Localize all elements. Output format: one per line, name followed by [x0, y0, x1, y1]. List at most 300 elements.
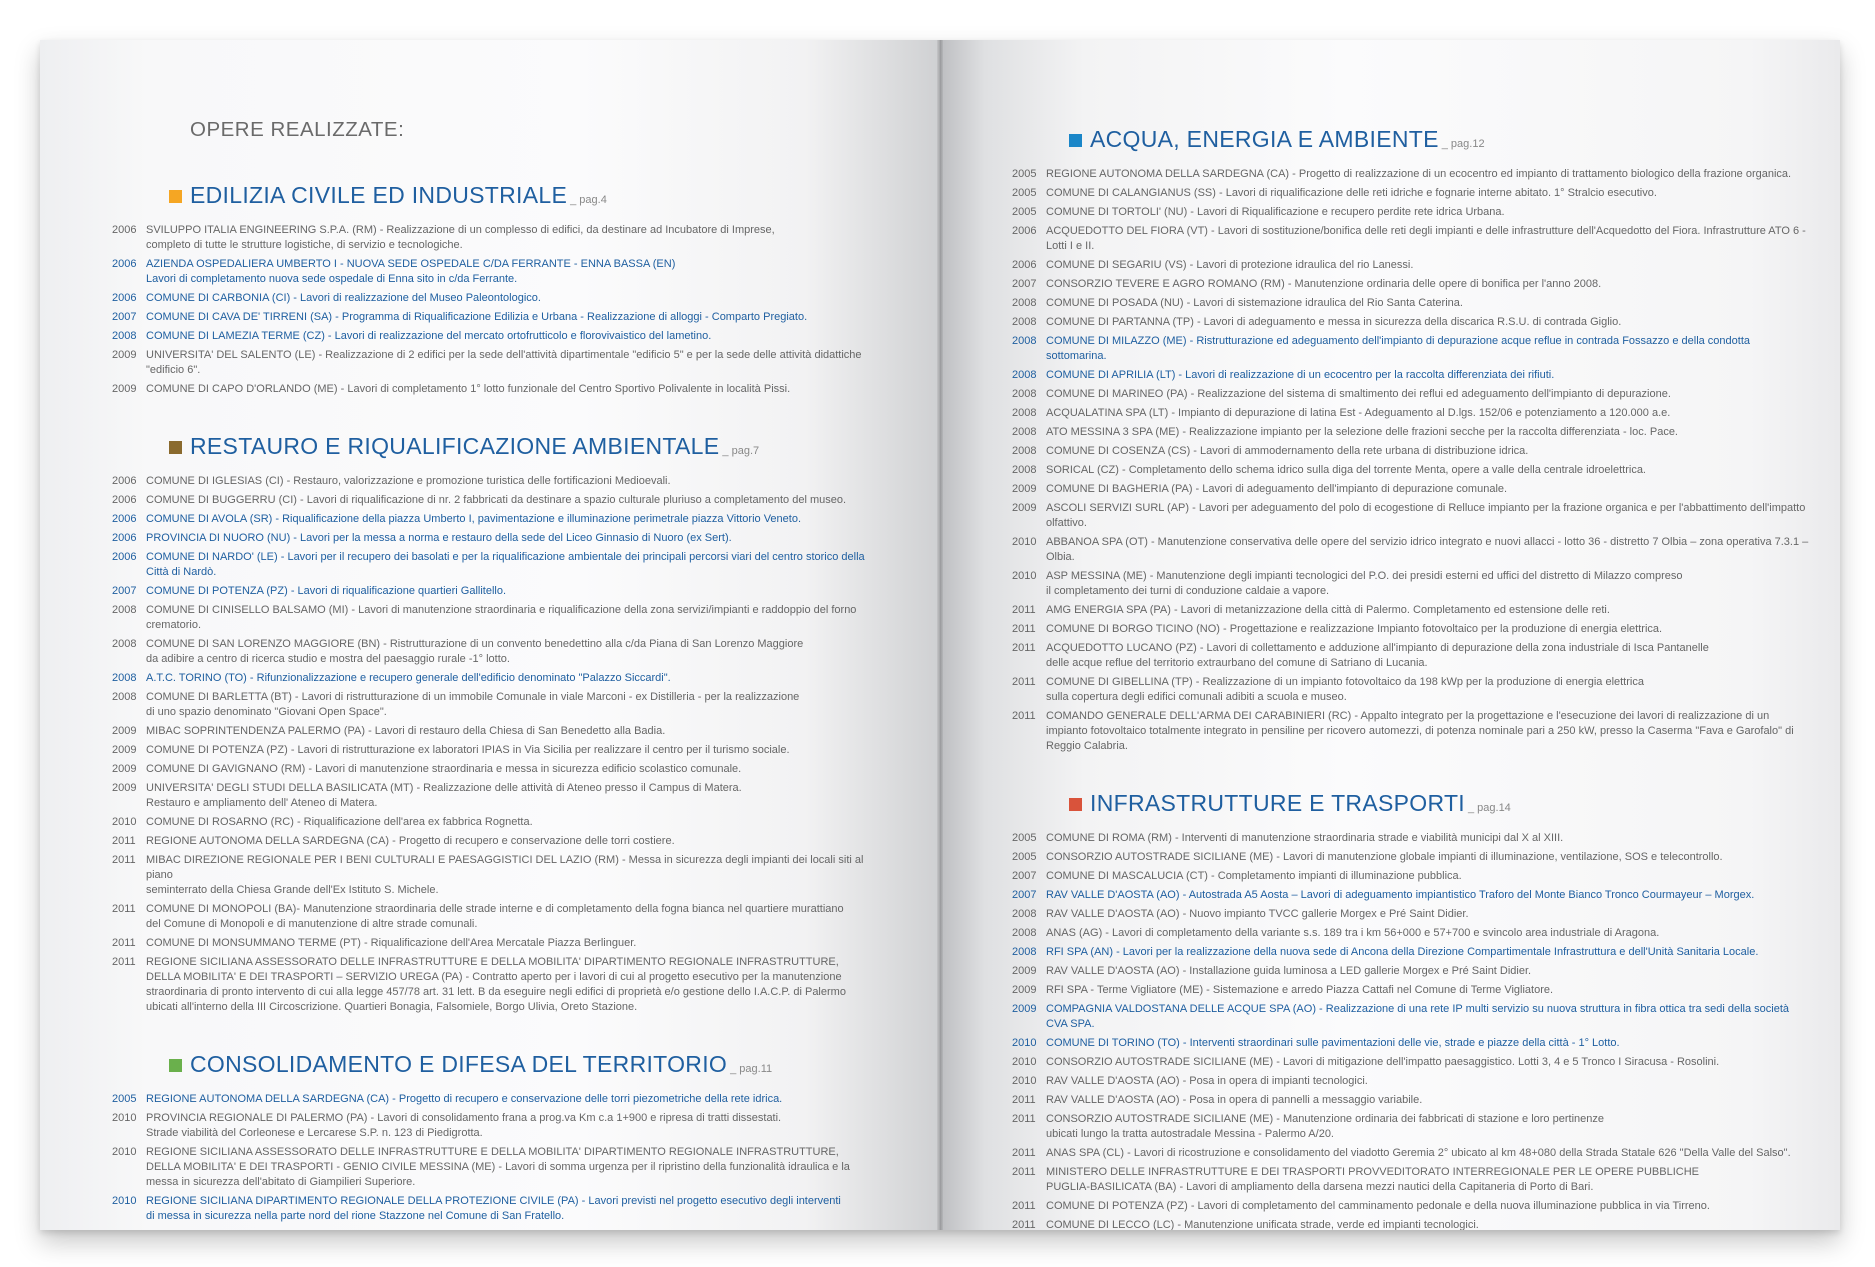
entry-year: 2011	[1012, 604, 1036, 616]
entry-description: - Lavori di ammodernamento della rete urbana di distribuzione idrica.	[1190, 445, 1529, 457]
entry-body	[146, 493, 866, 508]
entry-description: - Rifunzionalizzazione e recupero generale dell'edificio denominato "Palazzo Siccardi".	[246, 672, 671, 684]
project-entry	[1012, 482, 1840, 497]
entry-description: - Appalto integrato per la progettazione e l'esecuzione dei lavori di realizzazione di un	[1351, 710, 1770, 722]
entry-description-continued: Strade viabilità del Corleonese e Lercarese S.P. n. 123 di Piedigrotta.	[146, 1127, 483, 1139]
entry-year: 2005	[1012, 851, 1037, 863]
entry-body	[1046, 964, 1811, 979]
entry-year: 2006	[1012, 259, 1037, 271]
entry-body	[146, 603, 866, 633]
entry-organization: COMUNE DI BARLETTA (BT)	[146, 691, 292, 703]
entry-body	[146, 1145, 866, 1190]
entry-organization: COMUNE DI POSADA (NU)	[1046, 297, 1184, 309]
entry-description-continued: DELLA MOBILITA' E DEI TRASPORTI - GENIO CIVILE MESSINA (ME) - Lavori di somma urgenza per il ripristino della funzionalità idraulica e la messa in sicurezza dell'abitato di Giampilieri Superiore.	[146, 1161, 850, 1188]
entry-description: - Lavori di riqualificazione delle reti idriche e fognarie interne abitato. 1° Stralcio esecutivo.	[1215, 187, 1657, 199]
entry-organization: COMUNE DI LAMEZIA TERME (CZ)	[146, 330, 325, 342]
entry-year: 2011	[1012, 1147, 1036, 1159]
entry-year: 2011	[112, 835, 136, 847]
entry-body	[1046, 535, 1811, 565]
entry-body	[146, 348, 866, 378]
entry-body	[1046, 387, 1811, 402]
entry-year: 2006	[112, 551, 137, 563]
project-entry	[1012, 205, 1840, 220]
entry-organization: ACQUEDOTTO DEL FIORA (VT)	[1046, 225, 1208, 237]
section	[1012, 790, 1840, 1230]
entry-organization: MINISTERO DELLE INFRASTRUTTURE E DEI TRASPORTI PROVVEDITORATO INTERREGIONALE PER LE OPERE PUBBLICHE	[1046, 1166, 1700, 1178]
entry-organization: CONSORZIO TEVERE E AGRO ROMANO (RM)	[1046, 278, 1285, 290]
entry-year: 2009	[112, 782, 137, 794]
entry-year: 2011	[112, 854, 136, 866]
entry-description: - Impianto di depurazione di latina Est - Adeguamento al D.lgs. 152/06 e potenziamento a 120.000 a.e.	[1168, 407, 1671, 419]
section-header	[1012, 790, 1840, 817]
project-entry	[112, 1111, 940, 1141]
entry-description: - Restauro, valorizzazione e promozione turistica delle fortificazioni Medioevali.	[283, 475, 671, 487]
entry-body	[146, 329, 866, 344]
entry-body	[146, 223, 866, 253]
entry-description: - Lavori di ristrutturazione ex laboratori IPIAS in Via Sicilia per realizzare il centro per il turismo sociale.	[287, 744, 790, 756]
entry-description: - Installazione guida luminosa a LED gallerie Morgex e Pré Saint Didier.	[1179, 965, 1532, 977]
entry-description-continued: seminterrato della Chiesa Grande dell'Ex Istituto S. Michele.	[146, 884, 439, 896]
entry-year: 2010	[1012, 1075, 1037, 1087]
entry-year: 2011	[1012, 1113, 1036, 1125]
entry-year: 2005	[112, 1093, 137, 1105]
entry-organization: COMUNE DI MILAZZO (ME)	[1046, 335, 1187, 347]
entry-year: 2005	[1012, 206, 1037, 218]
entry-body	[1046, 501, 1811, 531]
entry-body	[1046, 945, 1811, 960]
entry-year: 2008	[112, 330, 137, 342]
entry-body	[1046, 831, 1811, 846]
entry-body	[1046, 277, 1811, 292]
project-entry	[112, 781, 940, 811]
entry-description: - Completamento impianti di illuminazione pubblica.	[1207, 870, 1462, 882]
project-entry	[1012, 535, 1840, 565]
entry-body	[146, 1092, 866, 1107]
entry-body	[1046, 224, 1811, 254]
entry-description: - Realizzazione di un impianto fotovoltaico da 198 kWp per la produzione di energia elettrica	[1192, 676, 1644, 688]
entry-description-continued: del Comune di Monopoli e di manutenzione di altre strade comunali.	[146, 918, 478, 930]
entry-body	[146, 1194, 866, 1224]
entry-organization: COMUNE DI TORTOLI' (NU)	[1046, 206, 1188, 218]
entry-year: 2011	[1012, 1094, 1036, 1106]
entry-organization: SVILUPPO ITALIA ENGINEERING S.P.A. (RM)	[146, 224, 377, 236]
entry-body	[1046, 907, 1811, 922]
entry-description: - Lavori di sistemazione idraulica del Rio Santa Caterina.	[1183, 297, 1463, 309]
entry-year: 2005	[1012, 187, 1037, 199]
entry-body	[146, 531, 866, 546]
entry-year: 2007	[1012, 889, 1037, 901]
entry-organization: CONSORZIO AUTOSTRADE SICILIANE (ME)	[1046, 1056, 1274, 1068]
entry-body	[1046, 926, 1811, 941]
entry-description: - Progetto di realizzazione di un ecocentro ed impianto di trattamento biologico della frazione organica.	[1289, 168, 1792, 180]
project-entry	[1012, 1165, 1840, 1195]
entry-body	[1046, 1036, 1811, 1051]
entry-description: - Lavori per adeguamento del polo di ecogestione di Relluce impianto per la frazione organica e per l'abbattimento dell'impatto olfattivo.	[1046, 502, 1806, 529]
section-title: INFRASTRUTTURE E TRASPORTI	[1090, 790, 1465, 816]
entry-description: - Manutenzione degli impianti tecnologici del P.O. dei presidi esterni ed uffici del distretto di Milazzo compreso	[1146, 570, 1683, 582]
project-entry	[112, 902, 940, 932]
entry-organization: COMUNE DI SAN LORENZO MAGGIORE (BN)	[146, 638, 381, 650]
entry-year: 2008	[1012, 946, 1037, 958]
spine-fold	[937, 40, 943, 1230]
section-title: RESTAURO E RIQUALIFICAZIONE AMBIENTALE	[190, 433, 720, 459]
entry-description: - Lavori per la realizzazione della nuova sede di Ancona della Direzione Compartimentale Infrastruttura e dell'Unità Sanitaria Locale.	[1113, 946, 1759, 958]
entry-description: - Lavori di completamento del camminamento pedonale e della nuova illuminazione pubblica in via Tirreno.	[1187, 1200, 1710, 1212]
entry-body	[1046, 1093, 1811, 1108]
entry-year: 2007	[112, 585, 137, 597]
entry-description: - Progetto di recupero e conservazione delle torri costiere.	[389, 835, 675, 847]
project-entry	[1012, 869, 1840, 884]
entry-organization: COMUNE DI GAVIGNANO (RM)	[146, 763, 306, 775]
entry-organization: COMUNE DI MONSUMMANO TERME (PT)	[146, 937, 361, 949]
entry-year: 2008	[1012, 316, 1037, 328]
project-entry	[1012, 1074, 1840, 1089]
entry-body	[1046, 850, 1811, 865]
project-entry	[1012, 1093, 1840, 1108]
project-entry	[112, 724, 940, 739]
entry-description: - Lavori di consolidamento frana a prog.va Km c.a 1+900 e ripresa di tratti dissestati.	[367, 1112, 782, 1124]
project-entry	[1012, 907, 1840, 922]
entry-organization: REGIONE SICILIANA ASSESSORATO DELLE INFRASTRUTTURE E DELLA MOBILITA' DIPARTIMENTO REGIONALE INFRASTRUTTURE,	[146, 956, 839, 968]
entry-description: - Programma di Riqualificazione Edilizia e Urbana - Realizzazione di alloggi - Comparto Pregiato.	[332, 311, 808, 323]
entry-body	[146, 834, 866, 849]
entry-organization: COMUNE DI CALANGIANUS (SS)	[1046, 187, 1216, 199]
entry-description: - Lavori per la messa a norma e restauro della sede del Liceo Ginnasio di Nuoro (ex Sert).	[290, 532, 732, 544]
section-color-square	[169, 190, 182, 203]
project-entry	[1012, 315, 1840, 330]
entry-organization: MIBAC SOPRINTENDENZA PALERMO (PA)	[146, 725, 366, 737]
entry-description: - Lavori di Riqualificazione e recupero perdite rete idrica Urbana.	[1187, 206, 1505, 218]
entry-year: 2010	[1012, 1037, 1037, 1049]
entry-description: - Riqualificazione dell'Area Mercatale Piazza Berlinguer.	[360, 937, 637, 949]
entry-description-continued: di uno spazio denominato "Giovani Open Space".	[146, 706, 387, 718]
project-entry	[1012, 888, 1840, 903]
entry-description: - Terme Vigliatore (ME) - Sistemazione e arredo Piazza Cattafi nel Comune di Terme Vigliatore.	[1087, 984, 1554, 996]
project-entry	[1012, 926, 1840, 941]
project-entry	[1012, 1036, 1840, 1051]
entry-year: 2008	[1012, 908, 1037, 920]
project-entry	[1012, 1002, 1840, 1032]
project-entry	[1012, 406, 1840, 421]
project-entry	[112, 310, 940, 325]
entry-organization: ACQUEDOTTO LUCANO (PZ)	[1046, 642, 1197, 654]
entry-organization: COMUNE DI IGLESIAS (CI)	[146, 475, 284, 487]
entry-description: - Realizzazione di un complesso di edifici, da destinare ad Incubatore di Imprese,	[376, 224, 775, 236]
project-entry	[112, 955, 940, 1015]
entry-year: 2010	[112, 816, 137, 828]
entry-year: 2007	[112, 311, 137, 323]
entry-description: - Lavori di manutenzione globale impianti di illuminazione, ventilazione, SOS e telecontrollo.	[1273, 851, 1723, 863]
project-entry	[1012, 425, 1840, 440]
entry-year: 2010	[1012, 536, 1037, 548]
project-entry	[1012, 1199, 1840, 1214]
entry-description-continued: delle acque reflue del territorio extraurbano del comune di Satriano di Lucania.	[1046, 657, 1428, 669]
entry-description-continued: sulla copertura degli edifici comunali adibiti a scuola e museo.	[1046, 691, 1347, 703]
entry-year: 2008	[112, 638, 137, 650]
left-page	[40, 40, 940, 1230]
entry-body	[146, 743, 866, 758]
entry-organization: COMUNE DI BAGHERIA (PA)	[1046, 483, 1193, 495]
entry-year: 2009	[1012, 984, 1037, 996]
entry-organization: MIBAC DIREZIONE REGIONALE PER I BENI CULTURALI E PAESAGGISTICI DEL LAZIO (RM)	[146, 854, 619, 866]
project-entry	[1012, 622, 1840, 637]
entry-organization: ATO MESSINA 3 SPA (ME)	[1046, 426, 1180, 438]
entry-body	[1046, 569, 1811, 599]
project-entry	[112, 936, 940, 951]
entry-description: - Nuovo impianto TVCC gallerie Morgex e Pré Saint Didier.	[1179, 908, 1469, 920]
entry-organization: RAV VALLE D'AOSTA (AO)	[1046, 889, 1180, 901]
project-entry	[112, 550, 940, 580]
entry-body	[1046, 482, 1811, 497]
entry-body	[1046, 709, 1811, 754]
project-entry	[112, 257, 940, 287]
entry-body	[146, 690, 866, 720]
entry-body	[146, 474, 866, 489]
entry-organization: RAV VALLE D'AOSTA (AO)	[1046, 1094, 1180, 1106]
entry-description-continued: ubicati lungo la tratta autostradale Messina - Palermo A/20.	[1046, 1128, 1334, 1140]
entry-organization: RFI SPA (AN)	[1046, 946, 1114, 958]
project-entry	[112, 603, 940, 633]
entry-description: - Progettazione e realizzazione Impianto fotovoltaico per la produzione di energia elettrica.	[1219, 623, 1663, 635]
entry-organization: COMUNE DI SEGARIU (VS)	[1046, 259, 1187, 271]
entry-body	[1046, 334, 1811, 364]
project-entry	[1012, 569, 1840, 599]
entry-year: 2008	[1012, 927, 1037, 939]
entry-body	[1046, 368, 1811, 383]
section	[112, 433, 940, 1015]
section-title: ACQUA, ENERGIA E AMBIENTE	[1090, 126, 1439, 152]
project-entry	[1012, 224, 1840, 254]
entry-year: 2005	[1012, 832, 1037, 844]
section-page-ref: _ pag.4	[570, 194, 607, 206]
entry-organization: COMUNE DI MASCALUCIA (CT)	[1046, 870, 1208, 882]
project-entry	[112, 1194, 940, 1224]
entry-description: - Messa in sicurezza degli impianti dei locali siti al piano	[146, 854, 864, 881]
entry-body	[146, 584, 866, 599]
entry-year: 2011	[1012, 676, 1036, 688]
section-color-square	[1069, 798, 1082, 811]
entry-year: 2006	[112, 258, 137, 270]
project-entry	[1012, 167, 1840, 182]
entry-body	[1046, 1165, 1811, 1195]
entry-year: 2006	[112, 494, 137, 506]
entry-year: 2008	[112, 691, 137, 703]
project-entry	[112, 762, 940, 777]
left-sections	[112, 182, 940, 1224]
entry-organization: A.T.C. TORINO (TO)	[146, 672, 247, 684]
entry-organization: PROVINCIA REGIONALE DI PALERMO (PA)	[146, 1112, 368, 1124]
entry-year: 2006	[112, 513, 137, 525]
entry-description: - Lavori di realizzazione del mercato ortofrutticolo e florovivaistico del lametino.	[324, 330, 712, 342]
project-entry	[1012, 983, 1840, 998]
entry-organization: COMUNE DI MARINEO (PA)	[1046, 388, 1188, 400]
entry-description: - Lavori di mitigazione dell'impatto paesaggistico. Lotti 3, 4 e 5 Tronco I Siracusa - Rosolini.	[1273, 1056, 1720, 1068]
project-entry	[1012, 1146, 1840, 1161]
entry-description: - Lavori di collettamento e adduzione all'impianto di depurazione della zona industriale di Isca Pantanelle	[1196, 642, 1709, 654]
entry-year: 2010	[1012, 1056, 1037, 1068]
project-entry	[112, 584, 940, 599]
entry-description-continued: di messa in sicurezza nella parte nord del rione Stazzone nel Comune di San Fratello.	[146, 1210, 565, 1222]
entry-organization: AMG ENERGIA SPA (PA)	[1046, 604, 1171, 616]
entry-description: - Realizzazione delle attività di Ateneo presso il Campus di Matera.	[413, 782, 742, 794]
entry-body	[1046, 296, 1811, 311]
project-entry	[1012, 463, 1840, 478]
entry-description: - Lavori di realizzazione di un ecocentro per la raccolta differenziata dei rifiuti.	[1175, 369, 1555, 381]
entry-description: - Lavori di metanizzazione della città di Palermo. Completamento ed estensione delle reti.	[1170, 604, 1610, 616]
entry-body	[1046, 258, 1811, 273]
entry-organization: COMPAGNIA VALDOSTANA DELLE ACQUE SPA (AO)	[1046, 1003, 1316, 1015]
entry-organization: RFI SPA	[1046, 984, 1088, 996]
entry-organization: COMUNE DI ROSARNO (RC)	[146, 816, 294, 828]
entry-description-continued: da adibire a centro di ricerca studio e mostra del paesaggio rurale -1° lotto.	[146, 653, 510, 665]
entry-year: 2007	[1012, 870, 1037, 882]
entry-description: - Realizzazione di una rete IP multi servizio su nuova struttura in fibra ottica tra sedi della società CVA SPA.	[1046, 1003, 1790, 1030]
entry-organization: COMUNE DI CINISELLO BALSAMO (MI)	[146, 604, 349, 616]
section-title: EDILIZIA CIVILE ED INDUSTRIALE	[190, 182, 568, 208]
entry-body	[146, 815, 866, 830]
entry-description: - Realizzazione impianto per la selezione delle frazioni secche per la raccolta differenziata - loc. Pace.	[1179, 426, 1678, 438]
entry-organization: COMUNE DI CAPO D'ORLANDO (ME)	[146, 383, 338, 395]
section-page-ref: _ pag.14	[1467, 802, 1511, 814]
entry-description: - Posa in opera di impianti tecnologici.	[1179, 1075, 1368, 1087]
brochure-spread	[40, 40, 1840, 1230]
entry-year: 2006	[112, 224, 137, 236]
entry-body	[1046, 406, 1811, 421]
entry-description: - Riqualificazione dell'area ex fabbrica Rognetta.	[293, 816, 533, 828]
entry-body	[1046, 425, 1811, 440]
entry-description: - Lavori di adeguamento e messa in sicurezza della discarica R.S.U. di contrada Giglio.	[1193, 316, 1622, 328]
entry-description: - Lavori di manutenzione straordinaria e riqualificazione della zona servizi/impianti e raddoppio del forno crematorio.	[146, 604, 857, 631]
project-entry	[1012, 831, 1840, 846]
entry-body	[1046, 315, 1811, 330]
entry-body	[1046, 1055, 1811, 1070]
entry-organization: ASCOLI SERVIZI SURL (AP)	[1046, 502, 1190, 514]
entry-year: 2008	[1012, 464, 1037, 476]
project-entry	[112, 743, 940, 758]
entry-body	[146, 382, 866, 397]
entry-description-continued: completo di tutte le strutture logistiche, di servizio e tecnologiche.	[146, 239, 463, 251]
section-header	[112, 182, 940, 209]
entry-body	[1046, 1199, 1811, 1214]
entry-body	[1046, 205, 1811, 220]
section-page-ref: _ pag.7	[722, 445, 760, 457]
entry-description: - Interventi straordinari sulle pavimentazioni delle vie, strade e piazze della città - 1° Lotto.	[1179, 1037, 1620, 1049]
entry-organization: COMUNE DI CARBONIA (CI)	[146, 292, 291, 304]
entry-year: 2010	[112, 1112, 137, 1124]
entry-organization: REGIONE SICILIANA ASSESSORATO DELLE INFRASTRUTTURE E DELLA MOBILITA' DIPARTIMENTO REGIONALE INFRASTRUTTURE,	[146, 1146, 839, 1158]
section	[112, 182, 940, 397]
project-entry	[1012, 964, 1840, 979]
project-entry	[112, 853, 940, 898]
entry-body	[1046, 675, 1811, 705]
entry-body	[146, 291, 866, 306]
section-header	[112, 433, 940, 460]
section-header	[112, 1051, 940, 1078]
entry-body	[1046, 622, 1811, 637]
entry-body	[146, 936, 866, 951]
entry-body	[146, 853, 866, 898]
entry-description: - Lavori per il recupero dei basolati e per la riqualificazione ambientale dei principali percorsi viari del centro storico della Città di Nardò.	[146, 551, 865, 578]
right-page	[940, 40, 1840, 1230]
project-entry	[1012, 444, 1840, 459]
entry-organization: SORICAL (CZ)	[1046, 464, 1119, 476]
project-entry	[1012, 709, 1840, 754]
entry-year: 2011	[112, 937, 136, 949]
entry-description: - Manutenzione ordinaria delle opere di bonifica per l'anno 2008.	[1284, 278, 1602, 290]
entry-organization: REGIONE SICILIANA DIPARTIMENTO REGIONALE DELLA PROTEZIONE CIVILE (PA)	[146, 1195, 579, 1207]
entry-year: 2008	[112, 672, 137, 684]
entry-organization: RAV VALLE D'AOSTA (AO)	[1046, 1075, 1180, 1087]
entry-year: 2007	[1012, 278, 1037, 290]
entry-body	[1046, 186, 1811, 201]
entry-body	[1046, 444, 1811, 459]
entry-body	[146, 955, 866, 1015]
entry-description: - Lavori di manutenzione straordinaria e messa in sicurezza edificio scolastico comunale.	[305, 763, 742, 775]
entry-organization: ANAS (AG)	[1046, 927, 1103, 939]
project-entry	[112, 815, 940, 830]
entry-description: - Lavori di sostituzione/bonifica delle reti degli impianti e delle infrastrutture dell'Acquedotto del Fiora. Infrastrutture ATO 6 - Lotti I e II.	[1046, 225, 1806, 252]
entry-body	[146, 902, 866, 932]
entry-year: 2009	[1012, 965, 1037, 977]
entry-year: 2008	[1012, 297, 1037, 309]
project-entry	[1012, 641, 1840, 671]
project-entry	[112, 637, 940, 667]
entry-organization: COMUNE DI LECCO (LC)	[1046, 1219, 1175, 1230]
entry-description: - Lavori di completamento 1° lotto funzionale del Centro Sportivo Polivalente in località Pissi.	[337, 383, 791, 395]
entry-body	[1046, 1218, 1811, 1230]
project-entry	[112, 690, 940, 720]
entry-year: 2011	[1012, 1200, 1036, 1212]
section	[112, 1051, 940, 1224]
entry-year: 2011	[112, 956, 136, 968]
project-entry	[112, 223, 940, 253]
entry-year: 2006	[112, 532, 137, 544]
project-entry	[1012, 387, 1840, 402]
entry-year: 2009	[1012, 483, 1037, 495]
entry-year: 2011	[1012, 710, 1036, 722]
entry-body	[146, 512, 866, 527]
entry-organization: ASP MESSINA (ME)	[1046, 570, 1147, 582]
entry-year: 2006	[112, 475, 137, 487]
entry-organization: CONSORZIO AUTOSTRADE SICILIANE (ME)	[1046, 851, 1274, 863]
entry-description: - Lavori di riqualificazione di nr. 2 fabbricati da destinare a spazio culturale pluriuso a completamento del museo.	[296, 494, 847, 506]
project-entry	[1012, 258, 1840, 273]
entry-year: 2009	[112, 763, 137, 775]
entry-organization: ANAS SPA (CL)	[1046, 1147, 1125, 1159]
project-entry	[112, 531, 940, 546]
entry-body	[146, 671, 866, 686]
entry-description: - Ristrutturazione ed adeguamento dell'impianto di depurazione acque reflue in contrada Fossazzo e della condotta sottomarina.	[1046, 335, 1751, 362]
entry-year: 2011	[1012, 1219, 1036, 1230]
entry-organization: COMUNE DI APRILIA (LT)	[1046, 369, 1176, 381]
project-entry	[1012, 368, 1840, 383]
entry-description: - Manutenzione ordinaria dei fabbricati di stazione e loro pertinenze	[1273, 1113, 1604, 1125]
project-entry	[1012, 675, 1840, 705]
entry-year: 2005	[1012, 168, 1037, 180]
section	[1012, 126, 1840, 754]
entry-body	[146, 724, 866, 739]
entry-organization: COMUNE DI BUGGERRU (CI)	[146, 494, 297, 506]
entry-year: 2008	[1012, 335, 1037, 347]
entry-body	[1046, 1002, 1811, 1032]
entry-description: - Lavori di restauro della Chiesa di San Benedetto alla Badia.	[365, 725, 666, 737]
project-entry	[1012, 945, 1840, 960]
entry-description-continued: Restauro e ampliamento dell' Ateneo di Matera.	[146, 797, 378, 809]
entry-organization: COMUNE DI NARDO' (LE)	[146, 551, 278, 563]
entry-description: - Manutenzione straordinaria delle strade interne e di completamento della fogna bianca nel quartiere murattiano	[296, 903, 844, 915]
project-entry	[112, 348, 940, 378]
entry-description: - Lavori di ristrutturazione di un immobile Comunale in viale Marconi - ex Distilleria - per la realizzazione	[291, 691, 800, 703]
